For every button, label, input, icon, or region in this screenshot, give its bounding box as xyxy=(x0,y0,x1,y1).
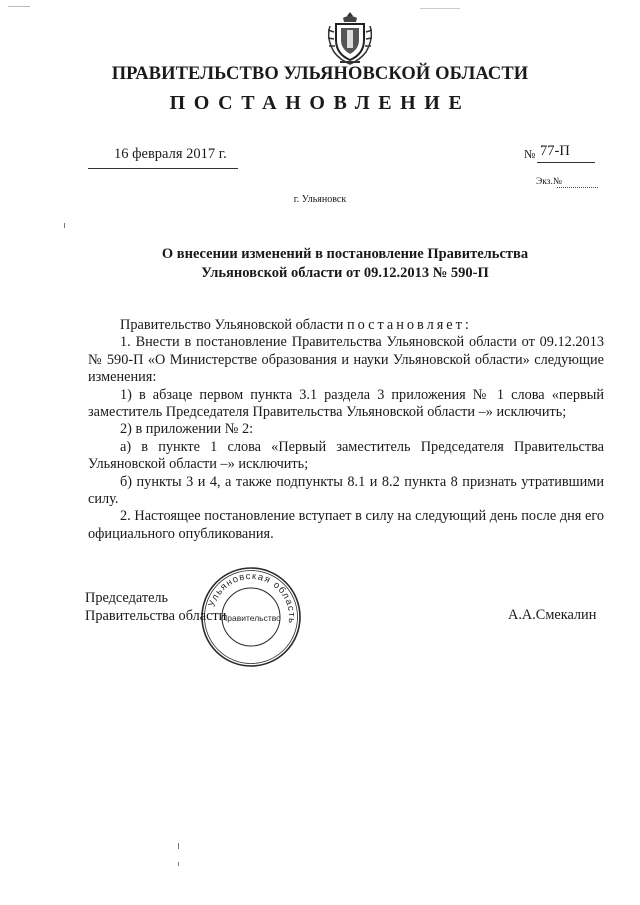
paragraph-1-2-a: а) в пункте 1 слова «Первый заместитель Председателя Правительства Ульяновской области –» исключить; xyxy=(88,438,604,473)
heading-line-2: Ульяновской области от 09.12.2013 № 590-П xyxy=(201,264,489,281)
paragraph-1-1: 1) в абзаце первом пункта 3.1 раздела 3 приложения № 1 слова «первый заместитель Председателя Правительства Ульяновской области –» исключить; xyxy=(88,386,604,421)
document-body xyxy=(88,317,604,543)
scan-speck xyxy=(178,843,179,849)
signatory-title-line-1: Председатель xyxy=(85,590,169,606)
coat-of-arms-emblem xyxy=(324,10,376,66)
paragraph-1: 1. Внести в постановление Правительства Ульяновской области от 09.12.2013 № 590-П «О Министерстве образования и науки Ульяновской области» следующие изменения: xyxy=(88,334,604,386)
number-sign: № xyxy=(524,147,536,161)
scan-speck xyxy=(64,223,65,228)
signatory-title-line-2: Правительства области xyxy=(85,607,227,624)
paragraph-1-2-b: б) пункты 3 и 4, а также подпункты 8.1 и 8.2 пункта 8 признать утратившими силу. xyxy=(88,473,604,508)
intro-paragraph xyxy=(88,317,604,334)
heading-line-1: О внесении изменений в постановление Правительства xyxy=(161,246,529,262)
scan-speck xyxy=(8,6,30,7)
intro-text: Правительство Ульяновской области xyxy=(120,317,347,333)
stamp-ring-text: Ульяновская область xyxy=(206,570,298,625)
paragraph-1-2: 2) в приложении № 2: xyxy=(120,421,254,438)
intro-resolves: постановляет: xyxy=(346,317,472,333)
scan-speck xyxy=(420,8,460,9)
document-type: ПОСТАНОВЛЕНИЕ xyxy=(169,92,471,114)
document-date: 16 февраля 2017 г. xyxy=(114,146,227,162)
stamp-center-text: Правительство xyxy=(221,613,281,623)
copy-number-label: Экз.№ xyxy=(536,177,562,187)
document-number: 77-П xyxy=(540,143,570,159)
city: г. Ульяновск xyxy=(293,194,347,205)
paragraph-2: 2. Настоящее постановление вступает в силу на следующий день после дня его официального опубликования. xyxy=(88,508,604,542)
date-underline xyxy=(88,168,238,169)
government-title: ПРАВИТЕЛЬСТВО УЛЬЯНОВСКОЙ ОБЛАСТИ xyxy=(111,64,529,84)
document-heading xyxy=(90,245,600,282)
copy-number-line xyxy=(557,187,598,188)
signatory-title xyxy=(85,590,226,625)
scan-speck xyxy=(178,862,179,866)
number-underline xyxy=(537,162,595,163)
signatory-name: А.А.Смекалин xyxy=(508,607,597,623)
